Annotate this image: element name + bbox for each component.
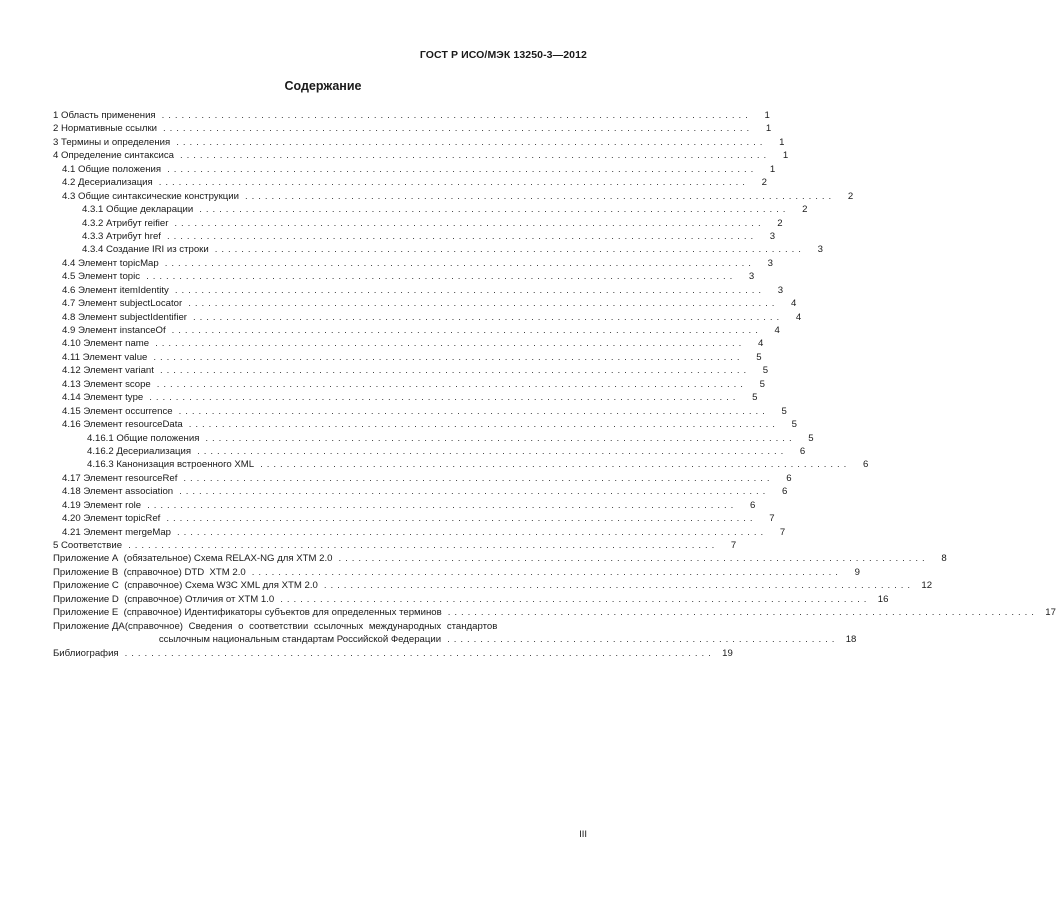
dot-leader xyxy=(159,176,745,189)
toc-page-number: 7 xyxy=(779,526,786,538)
dot-leader xyxy=(215,243,801,256)
toc-entry-label: 4.3.4 Создание IRI из строки xyxy=(82,244,209,256)
dot-leader xyxy=(188,297,774,310)
toc-entry-label: 4.11 Элемент value xyxy=(62,351,148,363)
toc-entry[interactable] xyxy=(53,243,823,256)
dot-leader xyxy=(280,593,866,606)
dot-leader xyxy=(175,284,761,297)
toc-page-number: 6 xyxy=(862,459,869,471)
dot-leader xyxy=(176,136,762,149)
toc-entry-appendix[interactable] xyxy=(53,552,947,565)
toc-entry-label: Приложение В (справочное) DTD XTM 2.0 xyxy=(53,566,246,578)
toc-entry[interactable] xyxy=(53,526,786,539)
dot-leader xyxy=(260,458,846,471)
dot-leader xyxy=(162,109,748,122)
toc-entry-label: 4.20 Элемент topicRef xyxy=(62,513,161,525)
dot-leader xyxy=(166,512,752,525)
dot-leader xyxy=(199,203,785,216)
toc-entry-appendix[interactable] xyxy=(53,579,933,592)
toc-page-number: 3 xyxy=(777,284,784,296)
toc-page-number: 5 xyxy=(791,419,797,431)
toc-entry[interactable] xyxy=(53,149,789,162)
dot-leader xyxy=(245,190,831,203)
dot-leader xyxy=(172,324,758,337)
toc-page-number: 1 xyxy=(782,150,789,162)
dot-leader xyxy=(153,351,739,364)
dot-leader xyxy=(167,230,753,243)
toc-page-number: 1 xyxy=(764,110,770,121)
toc-entry-label: 4.6 Элемент itemIdentity xyxy=(62,284,169,296)
toc-entry-label: 2 Нормативные ссылки xyxy=(53,123,158,135)
document-header: ГОСТ Р ИСО/МЭК 13250-3—2012 xyxy=(419,49,587,61)
dot-leader xyxy=(128,539,714,552)
dot-leader xyxy=(167,163,753,176)
toc-entry-label: 4.7 Элемент subjectLocator xyxy=(62,298,183,310)
toc-entry[interactable] xyxy=(53,378,765,391)
toc-page-number: 5 xyxy=(762,365,769,377)
toc-entry-label: 4.10 Элемент name xyxy=(62,338,150,350)
dot-leader xyxy=(205,432,791,445)
toc-entry[interactable] xyxy=(53,109,770,122)
toc-page-number: 18 xyxy=(845,634,857,646)
toc-page-number: 4 xyxy=(757,338,764,350)
toc-entry-label: 4.5 Элемент topic xyxy=(62,271,141,283)
page-title: Содержание xyxy=(284,79,362,93)
toc-entry-label: 4.15 Элемент occurrence xyxy=(62,405,173,417)
toc-entry-label: 4.19 Элемент role xyxy=(62,499,142,511)
dot-leader xyxy=(157,378,743,391)
toc-page-number: 2 xyxy=(802,204,808,216)
toc-entry-appendix[interactable] xyxy=(53,606,1056,619)
toc-page-number: 6 xyxy=(749,499,756,511)
dot-leader xyxy=(163,122,749,135)
toc-entry[interactable] xyxy=(53,512,775,525)
toc-entry-appendix[interactable] xyxy=(53,566,860,579)
toc-entry-appendix[interactable] xyxy=(53,593,889,606)
toc-entry[interactable] xyxy=(53,391,758,404)
toc-entry-label: 4.2 Десериализация xyxy=(62,177,153,189)
toc-entry[interactable] xyxy=(53,311,802,324)
toc-entry-label: Приложение D (справочное) Отличия от XTM 1.0 xyxy=(53,593,275,605)
toc-entry-label: 1 Область применения xyxy=(53,110,156,121)
toc-page-number: 5 xyxy=(756,351,762,363)
toc-page-number: 16 xyxy=(877,593,889,605)
dot-leader xyxy=(180,149,766,162)
toc-entry[interactable] xyxy=(53,136,785,149)
toc-entry[interactable] xyxy=(53,539,737,552)
toc-entry-label: 4.9 Элемент instanceOf xyxy=(62,325,166,336)
dot-leader xyxy=(193,311,779,324)
toc-entry[interactable] xyxy=(53,122,772,135)
toc-entry-label: 4 Определение синтаксиса xyxy=(53,150,174,162)
toc-page-number: 1 xyxy=(769,163,776,175)
toc-entry-label: 4.3.2 Атрибут reifier xyxy=(82,217,169,229)
toc-entry-label: 4.12 Элемент variant xyxy=(62,365,154,377)
toc-page-number: 3 xyxy=(817,244,823,256)
toc-page-number: 6 xyxy=(786,472,792,484)
toc-page-number: 2 xyxy=(847,190,854,202)
toc-page-number: 1 xyxy=(779,136,785,148)
dot-leader xyxy=(197,445,783,458)
toc-page-number: 8 xyxy=(941,553,947,565)
toc-entry-label: 4.16 Элемент resourceData xyxy=(62,419,183,431)
toc-entry-label: 4.16.3 Канонизация встроенного XML xyxy=(87,459,255,471)
toc-entry[interactable] xyxy=(53,203,808,216)
dot-leader xyxy=(177,526,763,539)
appendix-da-title-line2: ссылочным национальным стандартам Российской Федерации xyxy=(158,634,442,646)
toc-page-number: 4 xyxy=(795,311,802,323)
toc-page-number: 2 xyxy=(777,217,783,229)
toc-entry[interactable] xyxy=(53,176,767,189)
dot-leader xyxy=(183,472,769,485)
dot-leader xyxy=(155,337,741,350)
toc-entry[interactable] xyxy=(53,351,762,364)
toc-entry-label: Библиография xyxy=(53,647,119,659)
toc-page-number: 4 xyxy=(791,298,797,310)
appendix-da-title-line1: (справочное) Сведения о соответствии ссылочных международных стандартов xyxy=(124,620,498,632)
toc-entry-label: 4.8 Элемент subjectIdentifier xyxy=(62,311,187,323)
toc-entry-label: Приложение С (справочное) Схема W3C XML для XTM 2.0 xyxy=(53,580,318,592)
toc-entry-label: 4.18 Элемент association xyxy=(62,486,174,498)
toc-page-number: 5 xyxy=(759,378,765,390)
toc-page-number: 17 xyxy=(1045,607,1056,619)
toc-page-number: 7 xyxy=(730,540,737,551)
toc-entry[interactable] xyxy=(53,405,787,418)
dot-leader xyxy=(146,270,732,283)
toc-entry[interactable] xyxy=(53,418,797,431)
toc-sections xyxy=(53,109,869,552)
page-number: III xyxy=(579,829,587,840)
toc-entry[interactable] xyxy=(53,485,788,498)
toc-entry[interactable] xyxy=(53,445,806,458)
toc-entry-label: 4.3 Общие синтаксические конструкции xyxy=(62,190,240,202)
toc-entry[interactable] xyxy=(53,230,776,243)
toc-entry[interactable] xyxy=(53,270,755,283)
toc-entry-label: 5 Соответствие xyxy=(53,540,123,551)
toc-entry-label: 4.3.3 Атрибут href xyxy=(82,230,161,242)
appendix-da-prefix: Приложение ДА xyxy=(53,620,125,632)
toc-page-number: 5 xyxy=(808,432,814,444)
toc-page-number: 4 xyxy=(774,325,780,336)
toc-entry[interactable] xyxy=(53,337,764,350)
toc-entry-label: 4.14 Элемент type xyxy=(62,392,144,404)
toc-page-number: 3 xyxy=(769,230,776,242)
dot-leader xyxy=(179,405,765,418)
toc-entry-label: 4.16.1 Общие положения xyxy=(87,432,200,444)
dot-leader xyxy=(339,552,925,565)
dot-leader xyxy=(147,499,733,512)
toc-entry[interactable] xyxy=(53,257,773,270)
toc-page-number: 5 xyxy=(752,392,758,404)
toc-page-number: 19 xyxy=(722,647,733,659)
dot-leader xyxy=(189,418,775,431)
toc-entry-label: 4.17 Элемент resourceRef xyxy=(62,472,178,484)
toc-page-number: 6 xyxy=(781,486,788,498)
toc-entry[interactable] xyxy=(53,163,776,176)
table-of-contents xyxy=(53,109,1056,660)
toc-entry[interactable] xyxy=(53,458,869,471)
dot-leader xyxy=(165,257,751,270)
dot-leader xyxy=(447,633,834,646)
toc-entry[interactable] xyxy=(53,284,784,297)
toc-entry[interactable] xyxy=(53,499,756,512)
toc-page-number: 3 xyxy=(767,257,773,269)
toc-entry[interactable] xyxy=(53,324,780,337)
toc-entry-label: 4.3.1 Общие декларации xyxy=(82,204,194,216)
toc-page-number: 1 xyxy=(765,123,772,135)
toc-appendices xyxy=(53,552,1056,619)
toc-entry[interactable] xyxy=(53,364,769,377)
toc-entry-label: Приложение Е (справочное) Идентификаторы субъектов для определенных терминов xyxy=(53,607,442,619)
toc-entry-appendix-da[interactable] xyxy=(53,620,857,647)
toc-page-number: 9 xyxy=(854,566,860,578)
toc-entry-label: 4.4 Элемент topicMap xyxy=(62,257,159,269)
toc-entry[interactable] xyxy=(53,297,797,310)
dot-leader xyxy=(149,391,735,404)
toc-entry[interactable] xyxy=(53,472,792,485)
toc-entry[interactable] xyxy=(53,217,783,230)
toc-entry-label: 3 Термины и определения xyxy=(53,136,171,148)
dot-leader xyxy=(160,364,746,377)
toc-entry-label: Приложение А (обязательное) Схема RELAX-NG для XTM 2.0 xyxy=(53,553,333,565)
toc-page-number: 7 xyxy=(769,513,775,525)
toc-page-number: 2 xyxy=(761,177,767,189)
toc-entry-label: 4.13 Элемент scope xyxy=(62,378,151,390)
toc-entry[interactable] xyxy=(53,432,814,445)
dot-leader xyxy=(179,485,765,498)
dot-leader xyxy=(174,217,760,230)
dot-leader xyxy=(324,579,910,592)
toc-entry[interactable] xyxy=(53,190,854,203)
toc-page-number: 6 xyxy=(799,445,806,457)
toc-page-number: 3 xyxy=(748,271,755,283)
dot-leader xyxy=(125,647,711,660)
toc-entry-label: 4.1 Общие положения xyxy=(62,163,162,175)
dot-leader xyxy=(252,566,838,579)
toc-entry-bibliography[interactable] xyxy=(53,647,733,660)
toc-page-number: 5 xyxy=(781,405,787,417)
dot-leader xyxy=(448,606,1034,619)
toc-page-number: 12 xyxy=(921,580,933,592)
toc-entry-label: 4.21 Элемент mergeMap xyxy=(62,526,171,538)
toc-entry-label: 4.16.2 Десериализация xyxy=(87,445,192,457)
